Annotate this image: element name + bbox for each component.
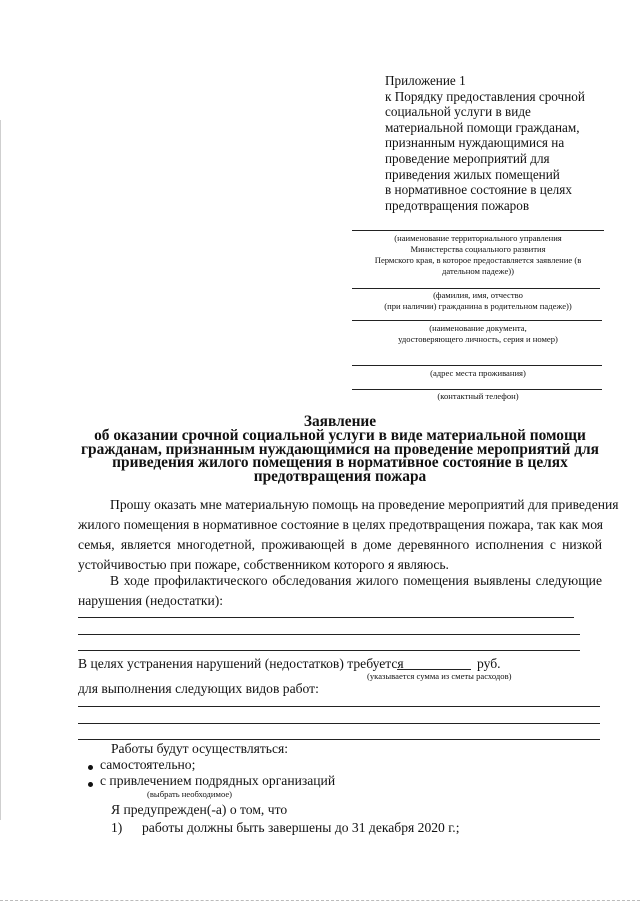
term-number: 1) [111,820,123,835]
bullet-icon [88,782,93,787]
annex-line: проведение мероприятий для [385,150,550,166]
amount-unit: руб. [477,656,501,671]
phone-field[interactable] [352,389,602,390]
annex-line: признанным нуждающимися на [385,135,565,151]
amount-hint: (указывается сумма из сметы расходов) [367,671,512,681]
annex-line: в нормативное состояние в целях [385,182,572,198]
title-heading: Заявление [303,413,377,430]
option-self[interactable]: самостоятельно; [100,757,196,772]
address-field[interactable] [352,365,602,366]
warned-label: Я предупрежден(-а) о том, что [111,802,288,817]
paragraph-line: нарушения (недостатки): [78,593,224,608]
annex-line: материальной помощи гражданам, [385,119,580,135]
scan-bottom-edge [0,900,640,901]
violations-line[interactable] [78,634,580,635]
request-paragraph [78,495,619,575]
identity-document-caption: (наименование документа, удостоверяющего личность, серия и номер) [398,323,558,344]
works-line[interactable] [78,706,600,707]
paragraph-line: семья, является многодетной, проживающей в доме деревянного исполнения с низкой [78,537,602,552]
annex-line: Приложение 1 [385,73,466,88]
annex-block [385,73,585,213]
option-contractor[interactable]: с привлечением подрядных организаций [100,773,336,788]
title-line: гражданам, признанным нуждающимися на проведение мероприятий для [81,440,599,458]
document-title [60,415,620,484]
paragraph-line: В ходе профилактического обследования жилого помещения выявлены следующие [110,573,602,588]
inspection-paragraph [78,571,602,611]
title-line: приведения жилого помещения в нормативное состояние в целях [112,454,568,472]
term-text: работы должны быть завершены до 31 декабря 2020 г.; [142,820,460,835]
title-line: об оказании срочной социальной услуги в виде материальной помощи [94,426,586,444]
works-line[interactable] [78,723,600,724]
amount-field[interactable] [397,669,471,670]
full-name-field[interactable] [352,288,600,289]
scan-edge-shadow [0,120,1,820]
annex-line: социальной услуги в виде [385,104,531,120]
works-line[interactable] [78,739,600,740]
territorial-body-field[interactable] [352,230,604,231]
bullet-icon [88,765,93,770]
identity-document-field[interactable] [352,320,602,321]
territorial-body-caption: (наименование территориального управления Министерства социального развития Пермского края, в которое предоставляется заявление (в дательном падеже)) [374,233,582,276]
works-intro: для выполнения следующих видов работ: [78,681,319,696]
works-by-label: Работы будут осуществляться: [111,741,289,756]
annex-line: предотвращения пожаров [385,197,530,213]
annex-line: приведения жилых помещений [385,166,560,182]
violations-line[interactable] [78,650,580,651]
title-line: предотвращения пожара [253,468,427,486]
options-hint: (выбрать необходимое) [147,789,233,799]
violations-line[interactable] [78,617,574,618]
full-name-caption: (фамилия, имя, отчество (при наличии) гражданина в родительном падеже)) [384,290,572,311]
paragraph-line: жилого помещения в нормативное состояние в целях предотвращения пожара, так как моя [78,517,604,532]
phone-caption: (контактный телефон) [437,391,519,401]
amount-label: В целях устранения нарушений (недостатков) требуется [78,656,404,671]
paragraph-line: устойчивостью при пожаре, собственником которого я являюсь. [78,557,449,572]
paragraph-line: Прошу оказать мне материальную помощь на проведение мероприятий для приведения [110,497,619,512]
annex-line: к Порядку предоставления срочной [385,88,585,104]
address-caption: (адрес места проживания) [430,368,526,378]
